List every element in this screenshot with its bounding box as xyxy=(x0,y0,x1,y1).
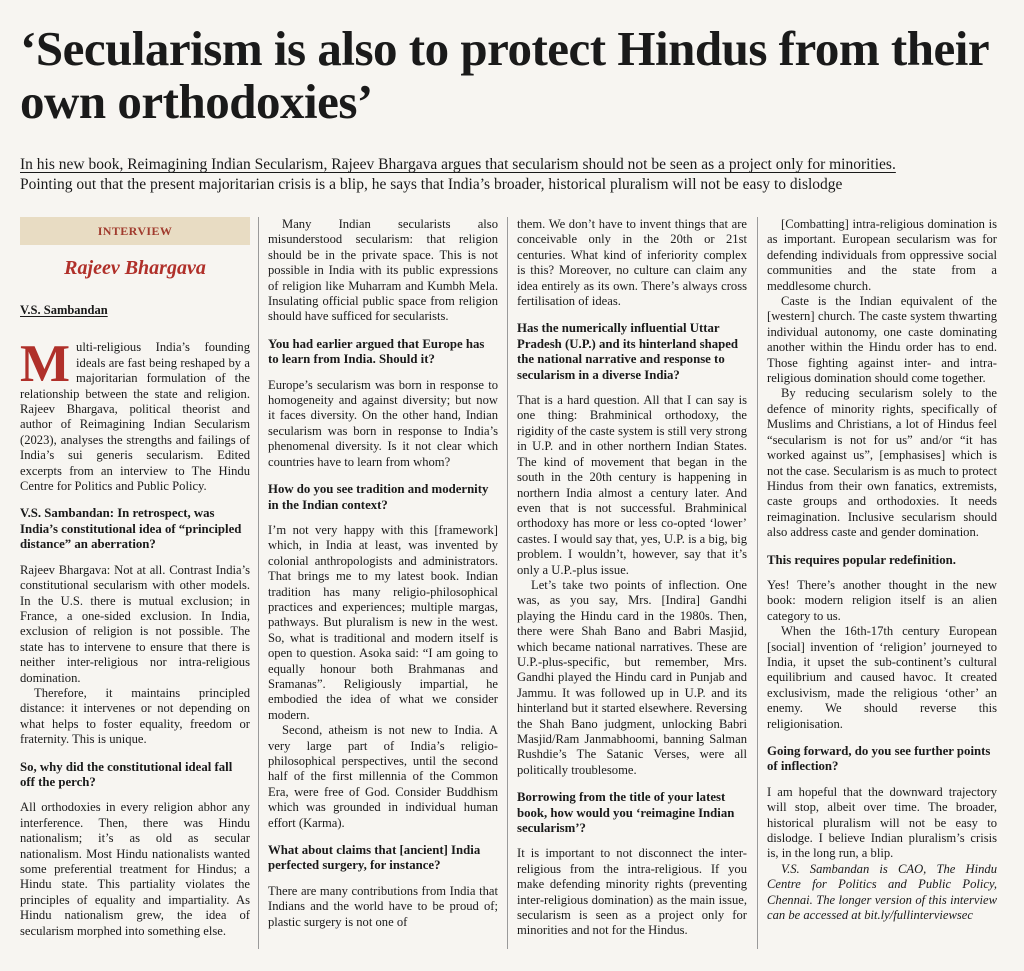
interviewee-name: Rajeev Bhargava xyxy=(64,257,206,279)
column-4 xyxy=(767,217,997,961)
body-paragraph: By reducing secularism solely to the defence of minority rights, specifically of Muslims and Christians, a lot of Hindus feel “secularism is not for us” and/or “it has worked against us”, [emphasises] which is not the case. Secularism is as much to protect Hindus from their own fanatics, extremists, caste groups and orthodoxies. It needs reimagination. Inclusive secularism should also address caste and gender domination. xyxy=(767,386,997,540)
author-byline: V.S. Sambandan xyxy=(20,303,108,317)
body-paragraph: Many Indian secularists also misunderstood secularism: that religion should be in the private space. This is not possible in India with its public expressions of religion like Muharram and Kumbh Mela. Insulating official public space from religion should have sufficed for secularists. xyxy=(268,217,498,324)
answer-paragraph: There are many contributions from India that Indians and the world have to be proud of; plastic surgery is not one of xyxy=(268,883,498,929)
question: This requires popular redefinition. xyxy=(767,552,956,567)
answer-paragraph: Rajeev Bhargava: Not at all. Contrast India’s constitutional secularism with other models. In the U.S. there is mutual exclusion; in France, a one-sided exclusion. In India, exclusion of religion is not possible. The state has to intervene to ensure that there is neither inter-religious nor intra-religious domination. xyxy=(20,562,250,685)
intro-text: ulti-religious India’s founding ideals are fast being reshaped by a majoritarian formulation of the relationship between the state and religion. Rajeev Bhargava, political theorist and author of Reimagining Indian Secularism (2023), analyses the strengths and failings of India’s sui generis secularism. Edited excerpts from an interview to The Hindu Centre for Politics and Public Policy. xyxy=(20,340,250,494)
top-cropped-text-strip xyxy=(0,0,1024,12)
answer-paragraph: Let’s take two points of inflection. One was, as you say, Mrs. [Indira] Gandhi playing the Hindu card in the 1980s. Then, there were Shah Bano and Babri Masjid, which became national narratives. These are U.P.-plus-specific, but remember, Mrs. Gandhi played the Hindu card in Punjab and Jammu. It was followed up in U.P. and its hinterland but it started elsewhere. Reversing the Shah Bano judgment, unlocking Babri Masjid/Ram Janmabhoomi, banning Salman Rushdie’s The Satanic Verses, were all politically troublesome. xyxy=(517,577,747,777)
question: What about claims that [ancient] India perfected surgery, for instance? xyxy=(268,843,481,873)
column-1 xyxy=(20,217,250,961)
answer-paragraph: I am hopeful that the downward trajectory will stop, albeit over time. The broader, historical pluralism will not be easy to dislodge. I believe Indian pluralism’s crisis is, in the long run, a blip. xyxy=(767,784,997,861)
answer-paragraph: Europe’s secularism was born in response to homogeneity and against diversity; but now it faces diversity. On the other hand, Indian secularism was born in response to India’s phenomenal diversity. Is it not clear which countries have to learn from whom? xyxy=(268,377,498,469)
author-credit: V.S. Sambandan is CAO, The Hindu Centre for Politics and Public Policy, Chennai. The longer version of this interview can be accessed at bit.ly/fullinterviewsec xyxy=(767,861,997,923)
page-headline: ‘Secularism is also to protect Hindus from their own orthodoxies’ xyxy=(20,21,989,129)
column-2 xyxy=(268,217,498,961)
question: How do you see tradition and modernity in the Indian context? xyxy=(268,482,489,512)
intro-paragraph xyxy=(20,335,250,494)
answer-paragraph: It is important to not disconnect the inter-religious from the intra-religious. If you make defending minority rights (preventing inter-religious domination) as the main issue, secularism is seen as a project only for minorities and not for the Hindus. xyxy=(517,846,747,938)
question: You had earlier argued that Europe has to learn from India. Should it? xyxy=(268,336,485,367)
answer-paragraph: That is a hard question. All that I can say is one thing: Brahminical orthodoxy, the rigidity of the caste system is still very strong in U.P. and in other northern Indian States. The kind of movement that began in the south in the 20th century is happening in northern India almost a century later. And even that is not successful. Brahminical orthodoxy has more or less co-opted ‘lower’ castes. I would say that, yes, U.P. is a big, big problem. I wouldn’t, however, say that it’s only a U.P.-plus issue. xyxy=(517,393,747,577)
answer-paragraph: Therefore, it maintains principled distance: it intervenes or not depending on what helps to foster equality, freedom or fraternity. This is unique. xyxy=(20,685,250,747)
standfirst xyxy=(20,155,1010,195)
question: So, why did the constitutional ideal fall off the perch? xyxy=(20,759,233,789)
answer-paragraph: Yes! There’s another thought in the new book: modern religion itself is an alien category to us. xyxy=(767,577,997,623)
question: V.S. Sambandan: In retrospect, was India’s constitutional idea of “principled distance” an aberration? xyxy=(20,506,242,552)
dropcap: M xyxy=(20,335,71,394)
body-paragraph: them. We don’t have to invent things that are conceivable only in the 20th or 21st centuries. What kind of inferiority complex is this? Moreover, no culture can claim any idea entirely as its own. There’s always cross fertilisation of ideas. xyxy=(517,217,747,309)
body-paragraph: [Combatting] intra-religious domination is as important. European secularism was for defending individuals from oppressive social communities and the state from a meddlesome church. xyxy=(767,217,997,293)
section-tag: INTERVIEW xyxy=(20,217,250,245)
column-divider xyxy=(507,217,508,949)
question: Borrowing from the title of your latest book, how would you ‘reimagine Indian secularism’? xyxy=(517,790,735,836)
answer-paragraph: All orthodoxies in every religion abhor any interference. Then, there was Hindu nationalism; it’s as old as secular nationalism. Most Hindu nationalists wanted some preferential treatment for Hindus; a Hindu state. This partiality violates the principles of equality and impartiality. As Hindu nationalism grew, the idea of secularism morphed into something else. xyxy=(20,800,250,938)
standfirst-line-2: Pointing out that the present majoritarian crisis is a blip, he says that India’s broader, historical pluralism will not be easy to dislodge xyxy=(20,176,843,193)
question: Going forward, do you see further points of inflection? xyxy=(767,744,991,774)
column-3 xyxy=(517,217,747,961)
column-divider xyxy=(258,217,259,949)
column-divider xyxy=(757,217,758,949)
question: Has the numerically influential Uttar Pradesh (U.P.) and its hinterland shaped the national narrative and response to secularism in a diverse India? xyxy=(517,321,739,382)
standfirst-line-1: In his new book, Reimagining Indian Secularism, Rajeev Bhargava argues that secularism should not be seen as a project only for minorities. xyxy=(20,156,896,173)
body-paragraph: Caste is the Indian equivalent of the [western] church. The caste system thwarting individual autonomy, one caste dominating another within the Hindu order has to end. Those fighting against inter- and intra-religious domination should come together. xyxy=(767,294,997,386)
answer-paragraph: When the 16th-17th century European [social] invention of ‘religion’ journeyed to India, it upset the sub-continent’s cultural equilibrium and caused havoc. It created exclusivism, made the religious ‘other’ an enemy. We should reverse this religionisation. xyxy=(767,624,997,731)
answer-paragraph: Second, atheism is not new to India. A very large part of India’s religio-philosophical perspectives, until the second half of the first millennia of the Common Era, were free of God. Consider Buddhism which was grounded in individual human effort (Karma). xyxy=(268,723,498,830)
answer-paragraph: I’m not very happy with this [framework] which, in India at least, was invented by colonial anthropologists and administrators. That brings me to my latest book. Indian tradition has many religio-philosophical practices and experiences; multiple margas, pathways. But pluralism is new in the west. So, what is traditional and modern itself is open to question. Asoka said: “I am going to equally honour both Brahmanas and Sramanas”. Religiously impartial, he embodied the idea of what we consider modern. xyxy=(268,522,498,722)
